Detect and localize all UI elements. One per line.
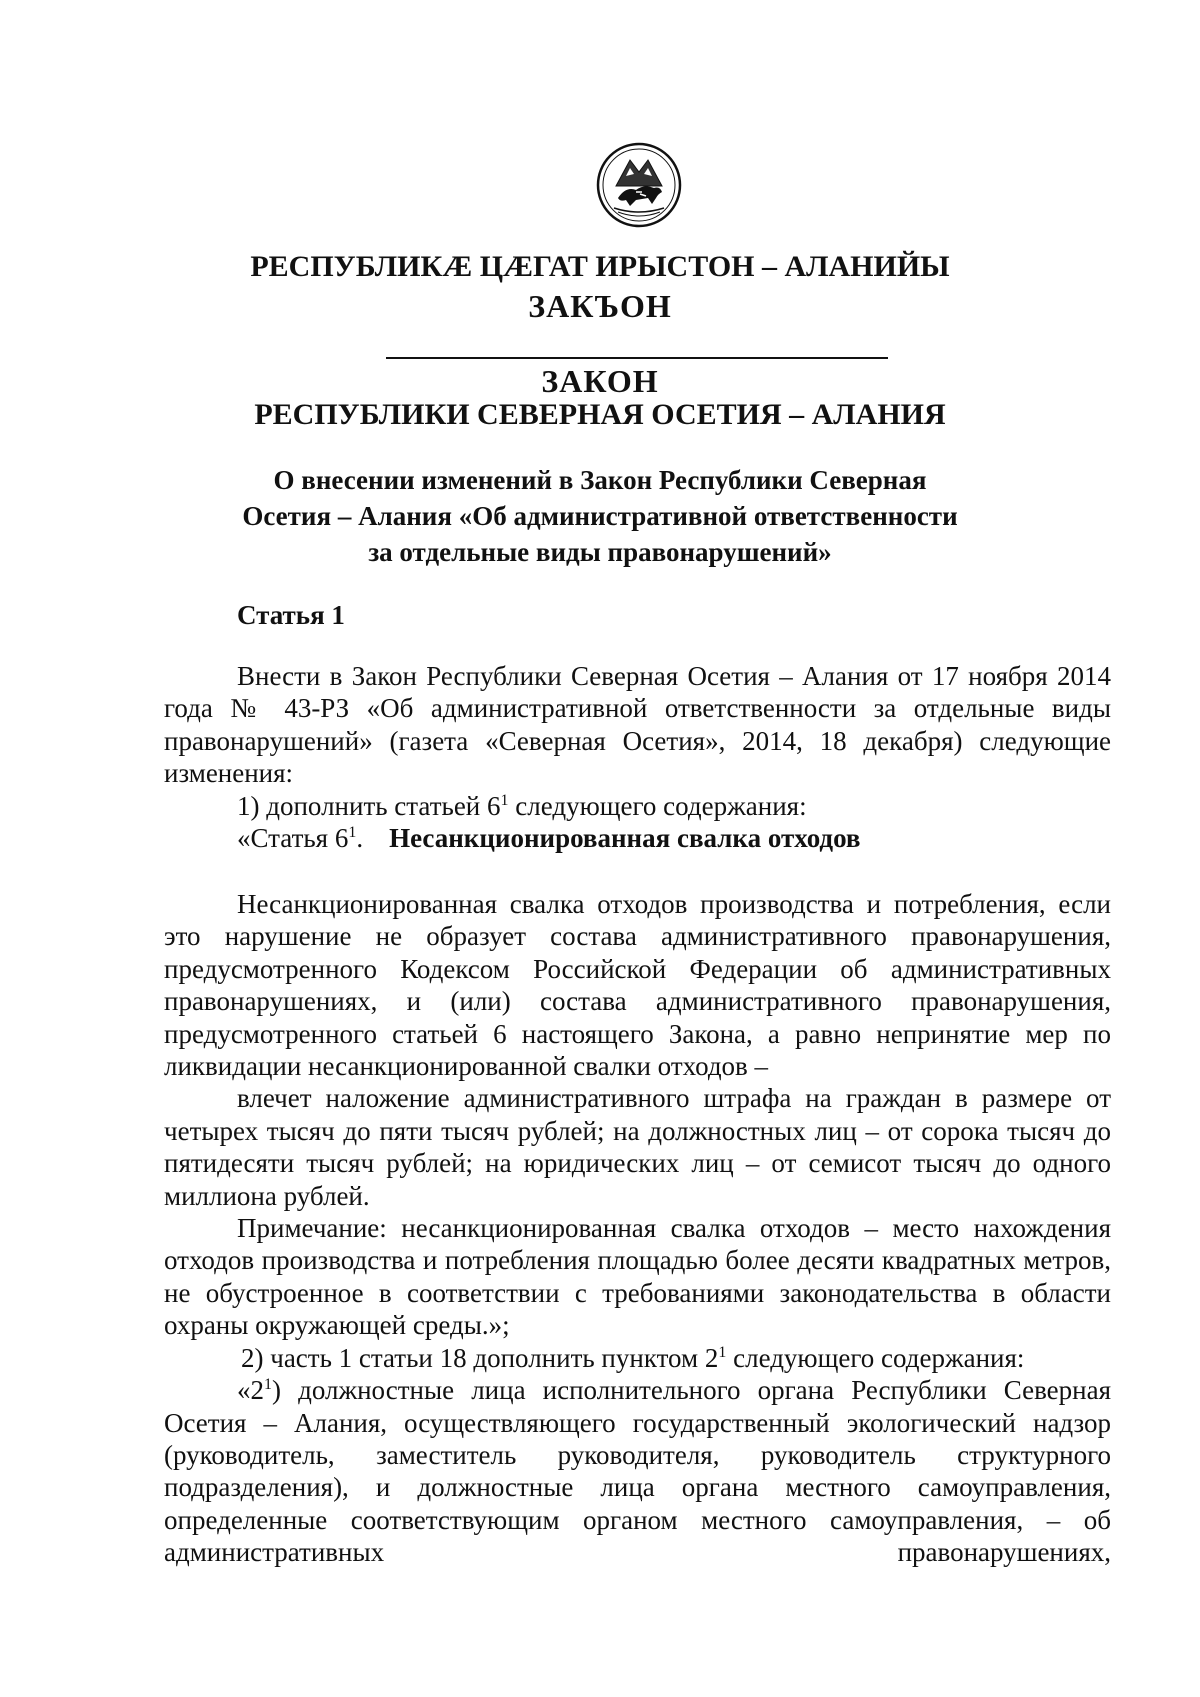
ossetian-title: РЕСПУБЛИКÆ ЦÆГАТ ИРЫСТОН – АЛАНИЙЫ [250,250,950,283]
item-1: 1) дополнить статьей $6^1$ следующего содержания: [237,790,807,821]
article-body-main [164,888,1111,1569]
subject-line-2: Осетия – Алания «Об административной ответственности [242,501,958,531]
divider-line [386,357,888,359]
article-intro: Внести в Закон Республики Северная Осетия – Алания от 17 ноября 2014 года № 43-РЗ «Об административной ответственности за отдельные виды правонарушений» (газета «Северная Осетия», 2014, 18 декабря) следующие изменения: [164,661,1111,789]
article-heading: Статья 1 [237,600,345,630]
ossetian-law-heading: ЗАКЪОН [528,288,672,324]
new-article-heading: «Статья $6^1$. Несанкционированная свалка отходов [237,823,861,854]
item-2: 2) часть 1 статьи 18 дополнить пунктом $2^1$ следующего содержания: [241,1342,1025,1373]
russian-law-heading: ЗАКОН [541,363,659,399]
paragraph-note: Примечание: несанкционированная свалка отходов – место нахождения отходов производства и потребления площадью более десяти квадратных метров, не обустроенное в соответствии с требованиями законодательства в области охраны окружающей среды.»; [164,1213,1111,1341]
paragraph-offense: Несанкционированная свалка отходов производства и потребления, если это нарушение не образует состава административного правонарушения, предусмотренного Кодексом Российской Федерации об административных правонарушениях, и (или) состава административного правонарушения, предусмотренного статьей 6 настоящего Закона, а равно непринятие мер по ликвидации несанкционированной свалки отходов – [164,889,1111,1082]
new-article-title: Несанкционированная свалка отходов [389,823,861,854]
coat-of-arms-icon [596,142,682,228]
law-subject [0,462,1200,570]
paragraph-officials: «$2^1$) должностные лица исполнительного органа Республики Северная Осетия – Алания, осуществляющего государственный экологический надзор (руководитель, заместитель руководителя, руководитель структурного подразделения), и должностные лица органа местного самоуправления, определенные соответствующим органом местного самоуправления, – об административных правонарушениях, [164,1375,1111,1568]
paragraph-penalty: влечет наложение административного штрафа на граждан в размере от четырех тысяч до пяти тысяч рублей; на должностных лиц – от сорока тысяч до пятидесяти тысяч рублей; на юридических лиц – от семисот тысяч до одного миллиона рублей. [164,1083,1111,1211]
subject-line-3: за отдельные виды правонарушений» [368,537,832,567]
russian-title: РЕСПУБЛИКИ СЕВЕРНАЯ ОСЕТИЯ – АЛАНИЯ [254,398,946,431]
article-body-intro [164,660,1111,854]
subject-line-1: О внесении изменений в Закон Республики Северная [273,465,927,495]
